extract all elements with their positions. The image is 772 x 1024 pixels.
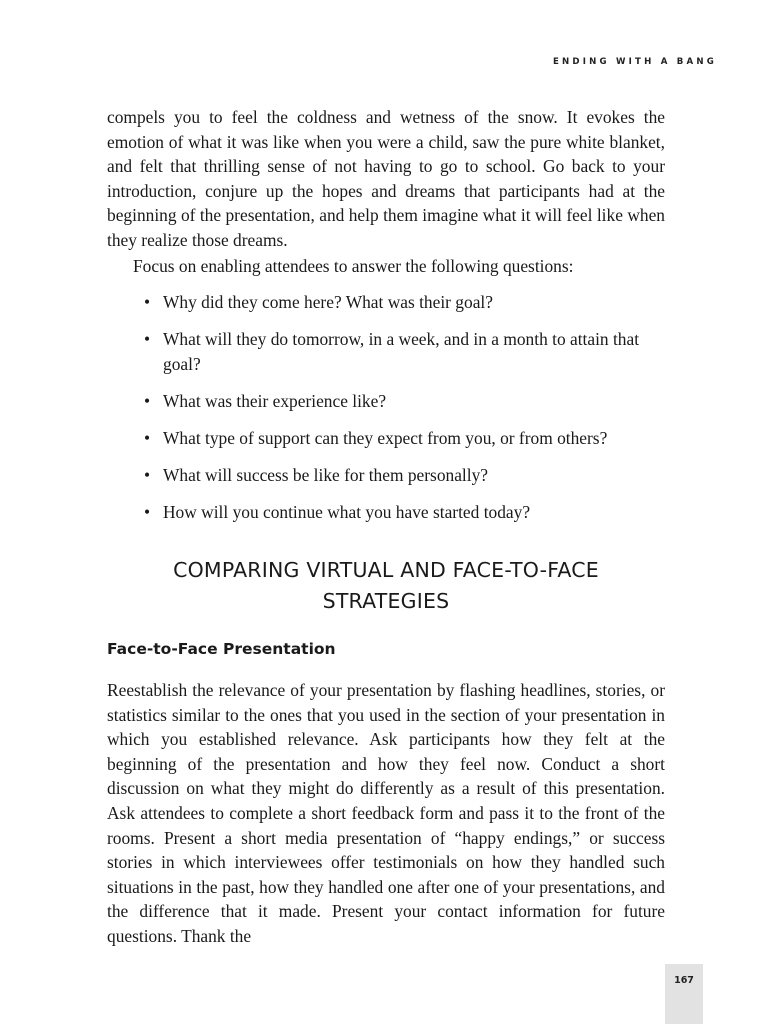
list-item [107, 389, 665, 414]
intro-paragraph: compels you to feel the coldness and wetness of the snow. It evokes the emotion of what it was like when you were a child, saw the pure white blanket, and felt that thrilling sense of not having to go to school. Go back to your introduction, conjure up the hopes and dreams that participants had at the beginning of the presentation, and help them imagine what it will feel like when they realize those dreams. [107, 107, 665, 250]
running-head: ENDING WITH A BANG [552, 57, 717, 67]
bullet-icon: • [144, 427, 151, 448]
list-item-text: What will they do tomorrow, in a week, and in a month to attain that goal? [163, 328, 640, 374]
bullet-icon: • [144, 501, 151, 522]
question-list [107, 290, 665, 537]
bullet-icon: • [144, 328, 151, 349]
list-item-text: How will you continue what you have started today? [163, 501, 531, 522]
list-item [107, 500, 665, 525]
list-item [107, 290, 665, 315]
bullet-icon: • [144, 390, 151, 411]
section-heading-line-1: COMPARING VIRTUAL AND FACE-TO-FACE [173, 558, 599, 582]
bullet-icon: • [144, 464, 151, 485]
face-to-face-paragraph: Reestablish the relevance of your presentation by flashing headlines, stories, or statistics similar to the ones that you used in the section of your presentation in which you established relevance. Ask participants how they felt at the beginning of the presentation and how they feel now. Conduct a short discussion on what they might do differently as a result of this presentation. Ask attendees to complete a short feedback form and pass it to the front of the rooms. Present a short media presentation of “happy endings,” or success stories in which interviewees offer testimonials on how they handled such situations in the past, how they handled one after one of your presentations, and the difference that it made. Present your contact information for future questions. Thank the [107, 680, 665, 946]
list-item-text: Why did they come here? What was their goal? [163, 292, 493, 312]
section-heading [107, 555, 665, 617]
subsection-heading: Face-to-Face Presentation [107, 640, 336, 658]
focus-paragraph: Focus on enabling attendees to answer the following questions: [133, 256, 574, 276]
list-item-text: What type of support can they expect from you, or from others? [163, 427, 608, 448]
list-item [107, 327, 665, 376]
page-number: 167 [674, 975, 694, 986]
bullet-icon: • [144, 292, 151, 312]
page-number-tab [665, 964, 703, 1024]
list-item [107, 426, 665, 451]
list-item-text: What will success be like for them personally? [163, 464, 489, 485]
section-heading-line-2: STRATEGIES [322, 589, 450, 613]
list-item-text: What was their experience like? [163, 390, 387, 411]
list-item [107, 463, 665, 488]
